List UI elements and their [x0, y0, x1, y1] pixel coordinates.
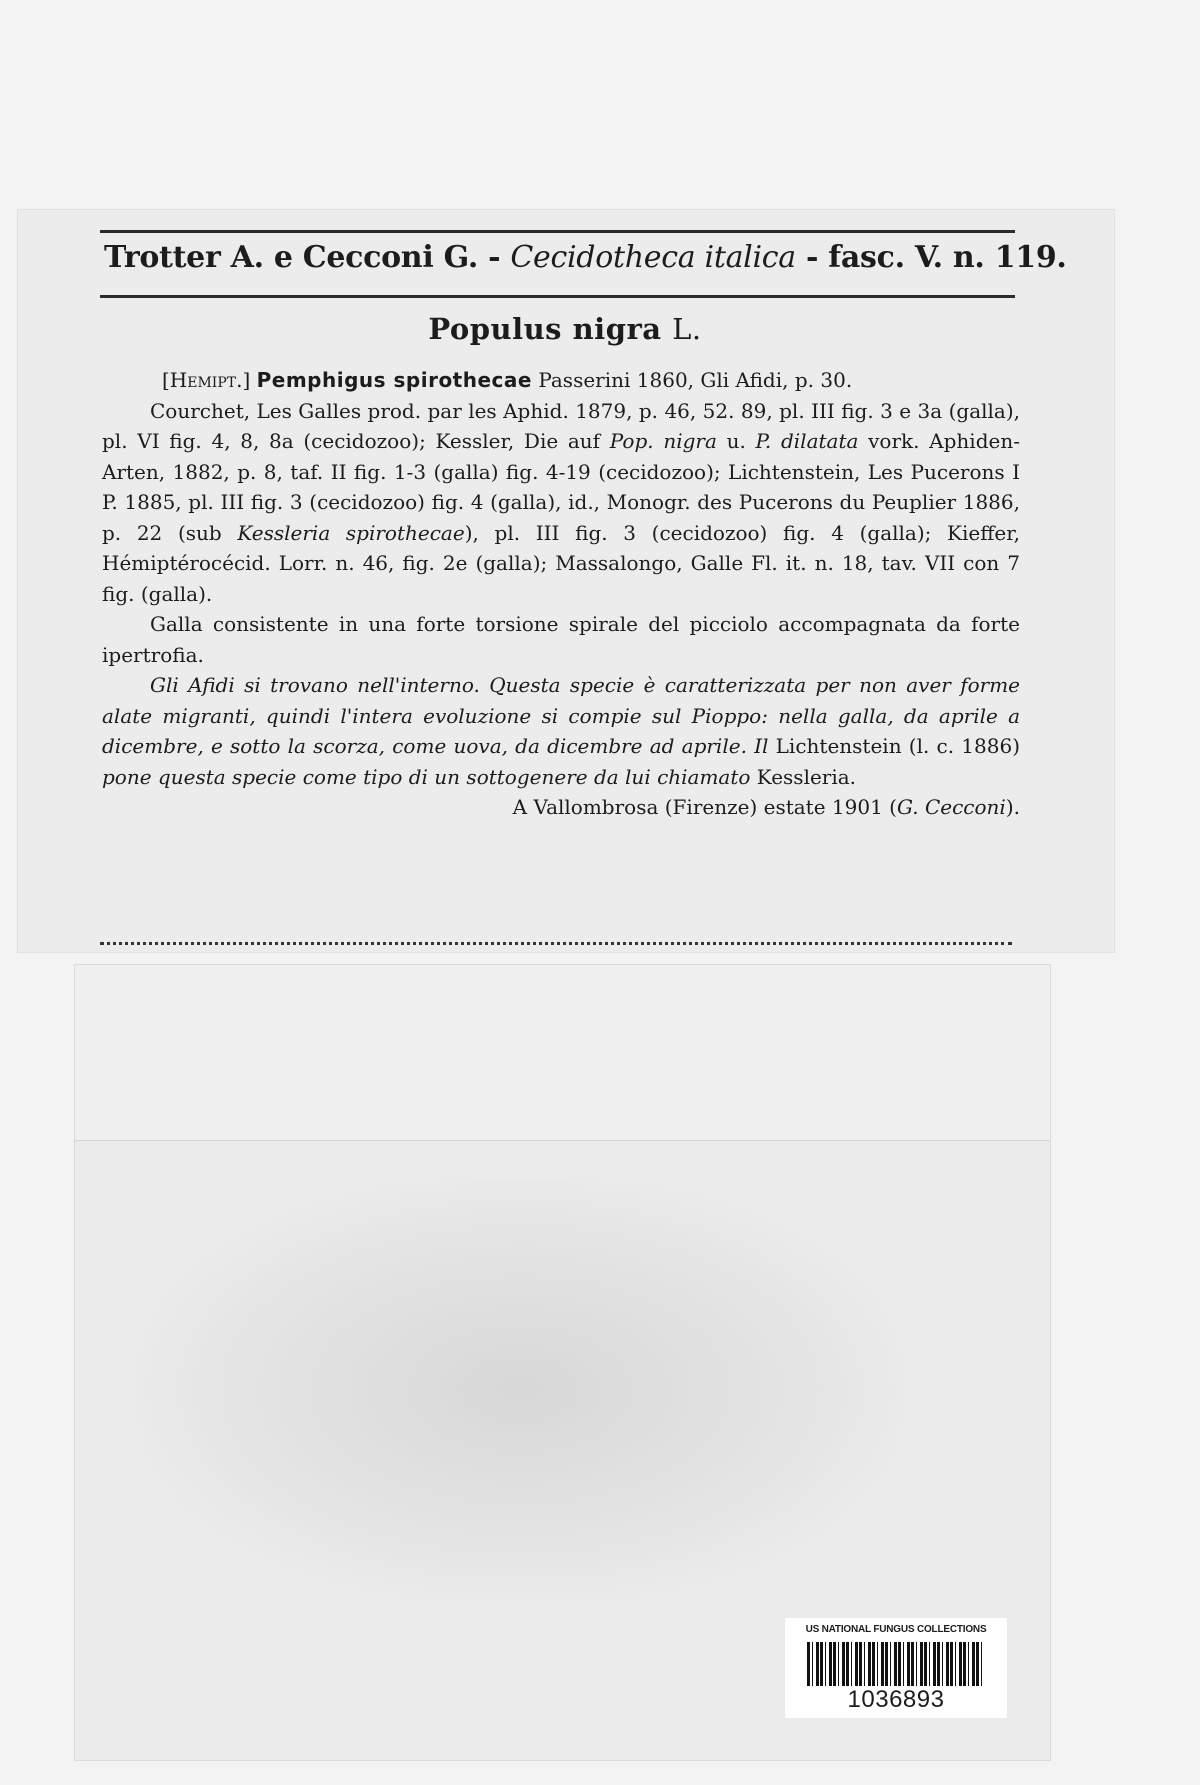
gallmaker-name: Pemphigus spirothecae [256, 368, 532, 392]
notes-text-c: pone questa specie come tipo di un sottogenere da lui chiamato [102, 764, 757, 789]
notes-text-a: Gli Afidi si trovano nell'interno. Questa specie è caratterizzata per non aver forme alate migranti, quindi l'intera evoluzione si compie sul Pioppo: nella galla, da aprile a dicembre, e sotto la scorza, come uova, da dicembre ad aprile. Il [102, 673, 1020, 758]
order-label: [Hemipt.] [162, 368, 251, 392]
label-header [104, 240, 1067, 275]
locality-close: ). [1005, 795, 1020, 819]
references-italic-c: Kessleria spirothecae [237, 520, 465, 545]
species-title [0, 312, 1130, 346]
paragraph-gallmaker [102, 365, 1020, 396]
gallmaker-citation: Passerini 1860, Gli Afidi, p. 30. [531, 368, 853, 392]
paragraph-gall-description: Galla consistente in una forte torsione spirale del picciolo accompagnata da forte ipertrofia. [102, 612, 1020, 667]
collector-name: G. Cecconi [896, 795, 1006, 819]
specimen-stain [140, 1180, 900, 1600]
notes-text-b: Lichtenstein (l. c. 1886) [775, 734, 1020, 758]
references-text-c: vork. Aphiden-Arten, 1882, p. 8, taf. II fig. 1-3 (galla) fig. 4-19 (cecidozoo); Lichtenstein, Les Pucerons I P. 1885, pl. III fig. 3 (cecidozoo) fig. 4 (galla), id., Monogr. des Pucerons du Peuplier 1886, p. 22 (sub [102, 429, 1020, 545]
references-italic-b: P. dilatata [755, 429, 859, 453]
envelope-flap [75, 965, 1050, 1141]
label-body [102, 365, 1020, 823]
barcode-number: 1036893 [847, 1686, 945, 1713]
label-bottom-rule [100, 942, 1012, 949]
references-text-a: Courchet, Les Galles prod. par les Aphid. 1879, p. 46, 52. 89, pl. III fig. 3 e 3a (galla), pl. VI fig. 4, 8, 8a (cecidozoo); Kessler, Die auf [102, 398, 1020, 453]
header-rule-top [100, 230, 1015, 233]
notes-text-d: Kessleria. [756, 764, 857, 789]
barcode-collection-name: US NATIONAL FUNGUS COLLECTIONS [805, 1624, 987, 1635]
references-italic-a: Pop. nigra [609, 429, 717, 453]
locality-text: A Vallombrosa (Firenze) estate 1901 ( [512, 795, 897, 819]
header-series: Cecidotheca italica [510, 240, 796, 275]
paragraph-notes [102, 670, 1020, 792]
references-text-d: ), pl. III fig. 3 (cecidozoo) fig. 4 (galla); Kieffer, Hémiptérocécid. Lorr. n. 46, fig. 2e (galla); Massalongo, Galle Fl. it. n. 18, tav. VII con 7 fig. (galla). [102, 520, 1020, 606]
species-author: L. [672, 312, 702, 346]
paragraph-references [102, 396, 1020, 610]
references-text-b: u. [716, 429, 756, 453]
barcode-label [785, 1618, 1007, 1718]
header-rule-bottom [100, 295, 1015, 298]
barcode-icon [807, 1642, 985, 1686]
collection-locality [102, 792, 1020, 823]
header-authors: Trotter A. e Cecconi G. - [104, 240, 511, 275]
species-name: Populus nigra [428, 312, 662, 346]
header-fascicle: - fasc. V. n. 119. [795, 240, 1067, 275]
